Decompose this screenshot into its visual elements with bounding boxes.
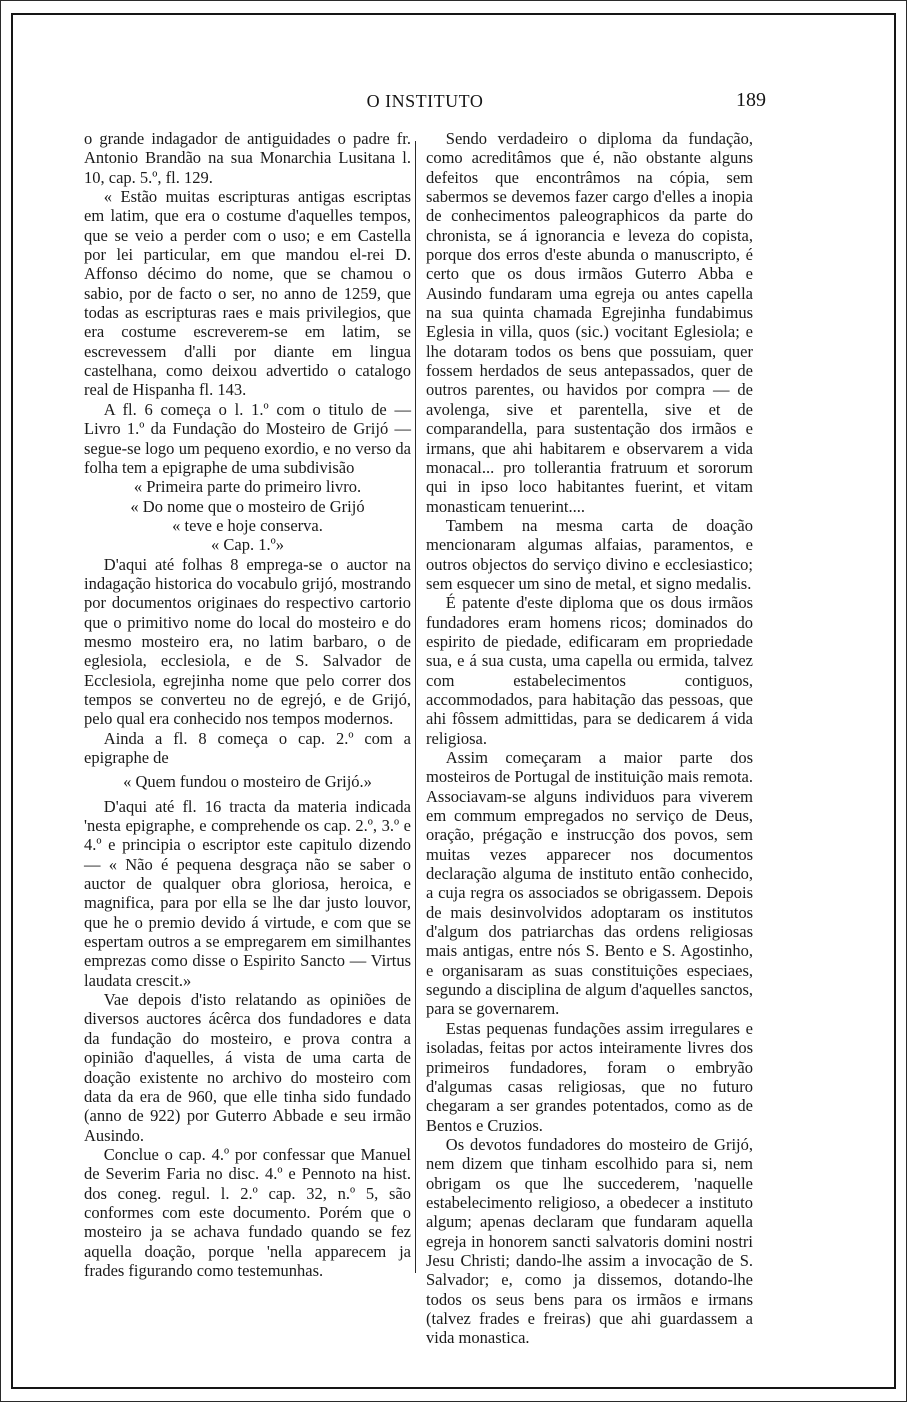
- right-column: [426, 129, 753, 1348]
- paragraph: Estas pequenas fundações assim irregulares e isoladas, feitas por actos inteiramente livres dos primeiros fundadores, foram o embryão d'algumas casas religiosas, que no futuro chegaram a ser grandes potentados, como as de Bentos e Cruzios.: [426, 1018, 753, 1135]
- paragraph: Conclue o cap. 4.º por confessar que Manuel de Severim Faria no disc. 4.º e Pennoto na hist. dos coneg. regul. l. 2.º cap. 32, n.º 5, são conformes com este documento. Porém que o mosteiro ja se achava fundado quando se fez aquella doação, porque 'nella apparecem ja frades figurando como testemunhas.: [84, 1144, 411, 1280]
- paragraph: Vae depois d'isto relatando as opiniões de diversos auctores ácêrca dos fundadores e data da fundação do mosteiro, e prova contra a opinião d'aquelles, á vista de uma carta de doação existente no archivo do mosteiro com data da era de 960, que elle tinha sido fundado (anno de 922) por Guterro Abbade e seu irmão Ausindo.: [84, 990, 411, 1145]
- epigraph-line: « Cap. 1.º»: [211, 535, 284, 555]
- paragraph: Tambem na mesma carta de doação mencionaram algumas alfaias, paramentos, e outros objectos do serviço divino e ecclesiastico; sem esquecer um sino de metal, et signo medalis.: [426, 515, 753, 593]
- paragraph: o grande indagador de antiguidades o padre fr. Antonio Brandão na sua Monarchia Lusitana l. 10, cap. 5.º, fl. 129.: [84, 129, 411, 187]
- paragraph: Sendo verdadeiro o diploma da fundação, como acreditâmos que é, não obstante alguns defeitos que encontrâmos na cópia, sem sabermos se devemos fazer cargo d'elles a inopia de conhecimentos paleographicos da parte do chronista, se á ignorancia e leveza do copista, porque dos erros d'este abunda o manuscripto, é certo que os dous irmãos Guterro Abba e Ausindo fundaram uma egreja ou antes capella na sua quinta chamada Egrejinha fundabimus Eglesia in villa, quos (sic.) vocitant Eglesiola; e lhe dotaram todos os bens que possuiam, quer fossem herdados de seus antepassados, quer de outros parentes, ou havidos por compra — de avolenga, sive et parentella, sive et de comparandella, para sustentação dos irmãos e irmans, que ahi habitarem e observarem a vida monacal... pro tollerantia fratruum et sororum qui in ipso loco habitantes fuerint, et vitam monasticam tenuerint....: [426, 129, 753, 516]
- paragraph: Assim começaram a maior parte dos mosteiros de Portugal de instituição mais remota. Associavam-se alguns individuos para viverem em commum empregados no serviço de Deus, oração, prégação e instrucção dos povos, sem muitas vezes apparecer nos documentos declaração alguma de instituto então conhecido, a cuja regra os associados se obrigassem. Depois de mais desinvolvidos adoptaram os institutos d'algum dos patriarchas das ordens religiosas mais antigas, entre nós S. Bento e S. Agostinho, e organisaram as suas constituições especiaes, segundo a disciplina de algum d'aquelles sanctos, para se governarem.: [426, 748, 753, 1019]
- page-number: 189: [736, 89, 766, 111]
- running-head: [84, 91, 766, 115]
- epigraph-line: « Quem fundou o mosteiro de Grijó.»: [123, 772, 372, 792]
- paragraph: D'aqui até folhas 8 emprega-se o auctor na indagação historica do vocabulo grijó, mostrando por documentos originaes do respectivo cartorio que o primitivo nome do local do mosteiro e do mesmo mosteiro era, no latim barbaro, o de eglesiola, ecclesiola, e de S. Salvador de Ecclesiola, egrejinha nome que pelo correr dos tempos se converteu no de egrejó, e de Grijó, pelo qual era conhecido nos tempos modernos.: [84, 554, 411, 729]
- journal-title: O INSTITUTO: [366, 91, 484, 111]
- left-column: [84, 129, 411, 1280]
- paragraph: Ainda a fl. 8 começa o cap. 2.º com a epigraphe de: [84, 728, 411, 767]
- column-divider: [415, 141, 416, 1273]
- paragraph: « Estão muitas escripturas antigas escriptas em latim, que era o costume d'aquelles tempos, que se veio a perder com o uso; e em Castella por lei particular, em que mandou el-rei D. Affonso décimo do nome, que se chamou o sabio, por de facto o ser, no anno de 1259, que todas as escripturas raes e mais privilegios, que era costume escreverem-se em latim, se escrevessem d'alli por diante em lingua castelhana, como deixou advertido o catalogo real de Hispanha fl. 143.: [84, 187, 411, 400]
- paragraph: É patente d'este diploma que os dous irmãos fundadores eram homens ricos; dominados do espirito de piedade, edificaram em propriedade sua, e á sua custa, uma capella ou ermida, talvez com estabelecimentos contiguos, accommodados, para habitação das pessoas, que ahi fôssem admittidas, para se dedicarem á vida religiosa.: [426, 593, 753, 748]
- paragraph: D'aqui até fl. 16 tracta da materia indicada 'nesta epigraphe, e comprehende os cap. 2.º, 3.º e 4.º e principia o escriptor este capitulo dizendo — « Não é pequena desgraça não se saber o auctor de qualquer obra gloriosa, heroica, e magnifica, para por ella se lhe dar justo louvor, que he o premio devido á virtude, e com que se espertam outros a se empregarem em similhantes emprezas como disse o Espirito Sancto — Virtus laudata crescit.»: [84, 796, 411, 990]
- epigraph-line: « teve e hoje conserva.: [172, 515, 323, 535]
- paragraph: Os devotos fundadores do mosteiro de Grijó, nem dizem que tinham escolhido para si, nem obrigam os que lhe succederem, 'naquelle estabelecimento religioso, a obedecer a instituto algum; apenas declaram que fundaram aquella egreja in honorem sancti salvatoris domini nostri Jesu Christi; dando-lhe assim a invocação de S. Salvador; e, como ja dissemos, dotando-lhe todos os seus bens para os irmãos e irmans (talvez frades e freiras) que ahi guardassem a vida monastica.: [426, 1134, 753, 1348]
- paragraph: A fl. 6 começa o l. 1.º com o titulo de — Livro 1.º da Fundação do Mosteiro de Grijó — segue-se logo um pequeno exordio, e no verso da folha tem a epigraphe de uma subdivisão: [84, 399, 411, 477]
- epigraph-line: « Do nome que o mosteiro de Grijó: [130, 496, 365, 516]
- epigraph-line: « Primeira parte do primeiro livro.: [133, 477, 362, 497]
